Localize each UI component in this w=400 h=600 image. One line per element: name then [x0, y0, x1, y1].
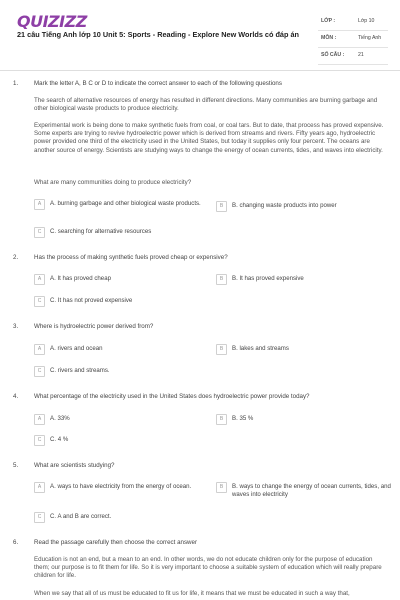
meta-table — [318, 14, 388, 65]
option-text: A. 33% — [50, 415, 70, 422]
option-text: C. searching for alternative resources — [50, 228, 152, 235]
option-letter-box: C — [34, 435, 45, 446]
option-letter-box: A — [34, 199, 45, 210]
option-text: C. It has not proved expensive — [50, 297, 133, 304]
question-text: What are many communities doing to produce electricity? — [34, 179, 192, 186]
option-letter-box: B — [216, 344, 227, 355]
question-number: 1. — [13, 80, 19, 87]
option-letter-box: A — [34, 414, 45, 425]
option-letter-box: C — [34, 296, 45, 307]
option-letter-box: C — [34, 512, 45, 523]
option-text: C. rivers and streams. — [50, 367, 110, 374]
question-text: What are scientists studying? — [34, 462, 115, 469]
option-letter-box: C — [34, 227, 45, 238]
logo: QUIZIZZ — [17, 12, 87, 31]
meta-label: SỐ CÂU : — [321, 52, 345, 58]
question-number: 5. — [13, 462, 19, 469]
option-letter-box: A — [34, 482, 45, 493]
meta-value: 21 — [358, 52, 364, 58]
meta-label: MÔN : — [321, 35, 337, 41]
meta-row-count — [318, 48, 388, 65]
option-text: B. ways to change the energy of ocean currents, tides, and waves into electricity — [232, 483, 391, 499]
option-text: B. It has proved expensive — [232, 275, 304, 282]
meta-value: Lớp 10 — [358, 18, 375, 24]
option-text: B. 35 % — [232, 415, 254, 422]
meta-row-subject — [318, 31, 388, 48]
meta-label: LỚP : — [321, 18, 336, 24]
option-letter-box: C — [34, 366, 45, 377]
page-title: 21 câu Tiếng Anh lớp 10 Unit 5: Sports - Reading - Explore New Worlds có đáp án — [17, 30, 299, 39]
question-number: 6. — [13, 539, 19, 546]
option-text: A. burning garbage and other biological waste products. — [50, 200, 201, 207]
passage-paragraph: Education is not an end, but a mean to an end. In other words, we do not educate children only for the purpose of education them; our purpose is to fit them for life. So it is very important to choose a suitable system of education which will really prepare children for life. — [34, 556, 382, 580]
option-text: A. It has proved cheap — [50, 275, 111, 282]
option-text: C. A and B are correct. — [50, 513, 112, 520]
question-text: What percentage of the electricity used in the United States does hydroelectric power provide today? — [34, 393, 310, 400]
passage-paragraph: Experimental work is being done to make synthetic fuels from coal, or coal tars. But to date, that process has proved expensive. Some experts are trying to revive hydroelectric power which is derived from streams and rivers. Fifty years ago, hydroelectric power provided one third of the electricity used in the United States, but today it supplies only four percent. The oceans are another source of energy. Scientists are studying ways to change the energy of ocean currents, tides, and waves into electricity. — [34, 122, 384, 154]
option-letter-box: B — [216, 201, 227, 212]
passage-paragraph: When we say that all of us must be educated to fit us for life, it means that we must be educated in such a way that, — [34, 590, 350, 597]
option-text: B. changing waste products into power — [232, 202, 337, 209]
option-text: B. lakes and streams — [232, 345, 289, 352]
question-number: 3. — [13, 323, 19, 330]
option-text: C. 4 % — [50, 436, 69, 443]
question-text: Where is hydroelectric power derived from? — [34, 323, 154, 330]
question-text: Has the process of making synthetic fuels proved cheap or expensive? — [34, 254, 228, 261]
option-text: A. rivers and ocean — [50, 345, 103, 352]
option-text: A. ways to have electricity from the energy of ocean. — [50, 483, 192, 490]
option-letter-box: B — [216, 414, 227, 425]
header-divider — [0, 70, 400, 71]
question-number: 2. — [13, 254, 19, 261]
meta-row-grade — [318, 14, 388, 31]
option-letter-box: A — [34, 344, 45, 355]
passage-paragraph: The search of alternative resources of energy has resulted in different directions. Many communities are burning garbage and other biological waste products to produce electricity. — [34, 97, 378, 113]
question-number: 4. — [13, 393, 19, 400]
meta-value: Tiếng Anh — [358, 35, 382, 41]
option-letter-box: A — [34, 274, 45, 285]
option-letter-box: B — [216, 274, 227, 285]
option-letter-box: B — [216, 482, 227, 493]
question-instruction: Mark the letter A, B C or D to indicate the correct answer to each of the following questions — [34, 80, 282, 87]
question-instruction: Read the passage carefully then choose the correct answer — [34, 539, 198, 546]
